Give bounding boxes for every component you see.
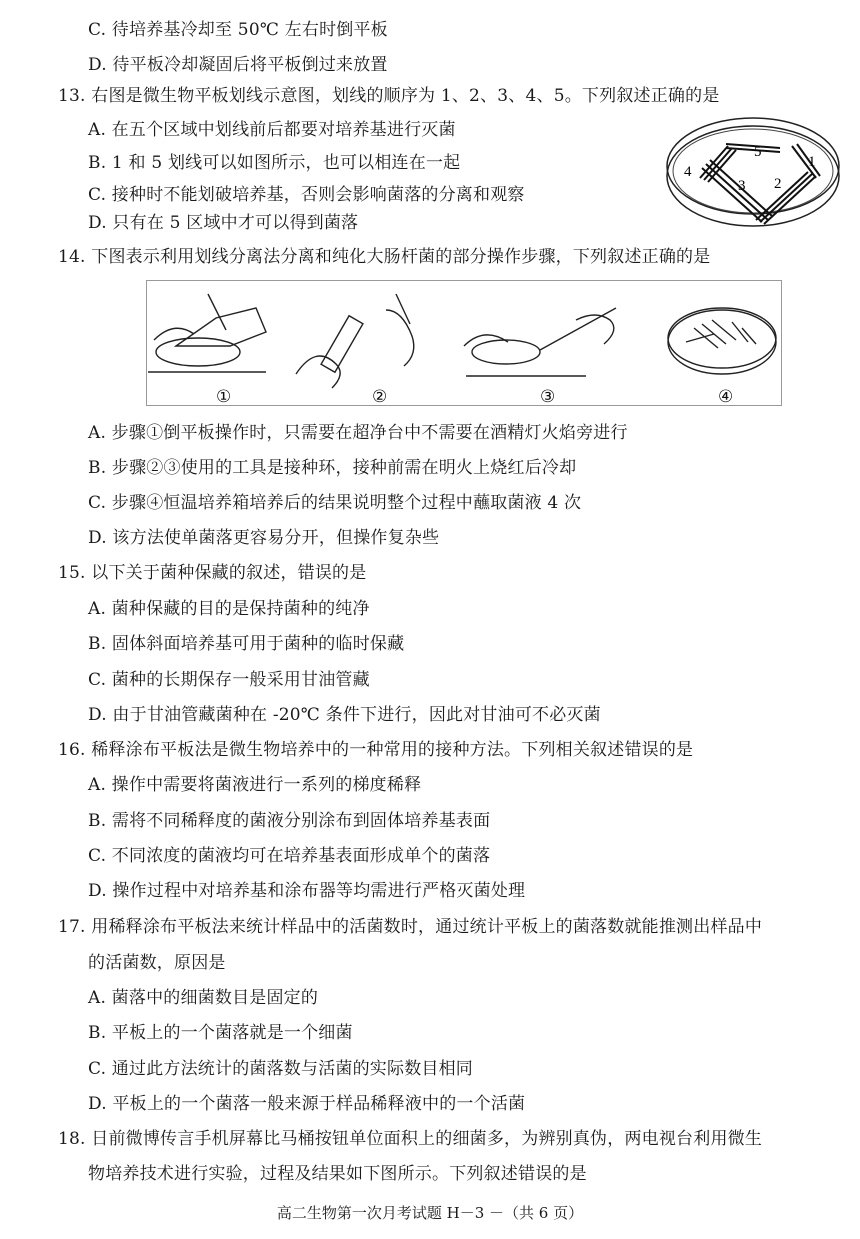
q16-option-a: A. 操作中需要将菌液进行一系列的梯度稀释 — [88, 775, 422, 795]
q18-stem: 18. 日前微博传言手机屏幕比马桶按钮单位面积上的细菌多，为辨别真伪，两电视台利用微生 — [58, 1129, 763, 1149]
q12-option-c: C. 待培养基冷却至 50℃ 左右时倒平板 — [88, 20, 388, 40]
q17-stem: 17. 用稀释涂布平板法来统计样品中的活菌数时，通过统计平板上的菌落数就能推测出样品中 — [58, 917, 763, 937]
streak-label-4: 4 — [684, 164, 692, 180]
q13-option-d: D. 只有在 5 区域中才可以得到菌落 — [88, 213, 359, 233]
q13-option-a: A. 在五个区域中划线前后都要对培养基进行灭菌 — [88, 120, 456, 140]
q16-option-c: C. 不同浓度的菌液均可在培养基表面形成单个的菌落 — [88, 846, 491, 866]
q15-option-b: B. 固体斜面培养基可用于菌种的临时保藏 — [88, 634, 405, 654]
streak-label-1: 1 — [808, 154, 816, 170]
q13-option-b: B. 1 和 5 划线可以如图所示，也可以相连在一起 — [88, 153, 461, 173]
q16-option-b: B. 需将不同稀释度的菌液分别涂布到固体培养基表面 — [88, 811, 491, 831]
step-label-3: ③ — [540, 387, 556, 406]
step-label-1: ① — [216, 387, 232, 406]
q15-option-d: D. 由于甘油管藏菌种在 -20℃ 条件下进行，因此对甘油可不必灭菌 — [88, 705, 601, 725]
step-label-2: ② — [372, 387, 388, 406]
q15-option-c: C. 菌种的长期保存一般采用甘油管藏 — [88, 670, 370, 690]
streak-label-2: 2 — [774, 176, 782, 192]
q14-option-b: B. 步骤②③使用的工具是接种环，接种前需在明火上烧红后冷却 — [88, 458, 577, 478]
q18-stem-cont: 物培养技术进行实验，过程及结果如下图所示。下列叙述错误的是 — [88, 1164, 587, 1184]
q17-stem-cont: 的活菌数，原因是 — [88, 953, 226, 973]
q17-option-b: B. 平板上的一个菌落就是一个细菌 — [88, 1023, 353, 1043]
petri-dish-drawing — [662, 108, 844, 236]
page-footer: 高二生物第一次月考试题 H－3 －（共 6 页） — [276, 1204, 584, 1222]
q14-option-d: D. 该方法使单菌落更容易分开，但操作复杂些 — [88, 528, 440, 548]
q17-option-d: D. 平板上的一个菌落一般来源于样品稀释液中的一个活菌 — [88, 1094, 526, 1114]
q15-option-a: A. 菌种保藏的目的是保持菌种的纯净 — [88, 599, 370, 619]
q13-stem: 13. 右图是微生物平板划线示意图，划线的顺序为 1、2、3、4、5。下列叙述正确的是 — [58, 86, 720, 106]
q12-option-d: D. 待平板冷却凝固后将平板倒过来放置 — [88, 55, 388, 75]
streak-label-3: 3 — [738, 178, 746, 194]
q16-option-d: D. 操作过程中对培养基和涂布器等均需进行严格灭菌处理 — [88, 881, 526, 901]
q16-stem: 16. 稀释涂布平板法是微生物培养中的一种常用的接种方法。下列相关叙述错误的是 — [58, 740, 694, 760]
steps-drawing — [146, 280, 782, 410]
streak-plate-figure — [662, 108, 844, 236]
q14-stem: 14. 下图表示利用划线分离法分离和纯化大肠杆菌的部分操作步骤，下列叙述正确的是 — [58, 247, 711, 267]
streak-steps-figure — [146, 280, 782, 410]
q15-stem: 15. 以下关于菌种保藏的叙述，错误的是 — [58, 563, 367, 583]
streak-label-5: 5 — [754, 144, 762, 160]
step-label-4: ④ — [718, 387, 734, 406]
q14-option-c: C. 步骤④恒温培养箱培养后的结果说明整个过程中蘸取菌液 4 次 — [88, 493, 582, 513]
q13-option-c: C. 接种时不能划破培养基，否则会影响菌落的分离和观察 — [88, 185, 525, 205]
q17-option-c: C. 通过此方法统计的菌落数与活菌的实际数目相同 — [88, 1059, 474, 1079]
q17-option-a: A. 菌落中的细菌数目是固定的 — [88, 988, 319, 1008]
q14-option-a: A. 步骤①倒平板操作时，只需要在超净台中不需要在酒精灯火焰旁进行 — [88, 423, 628, 443]
